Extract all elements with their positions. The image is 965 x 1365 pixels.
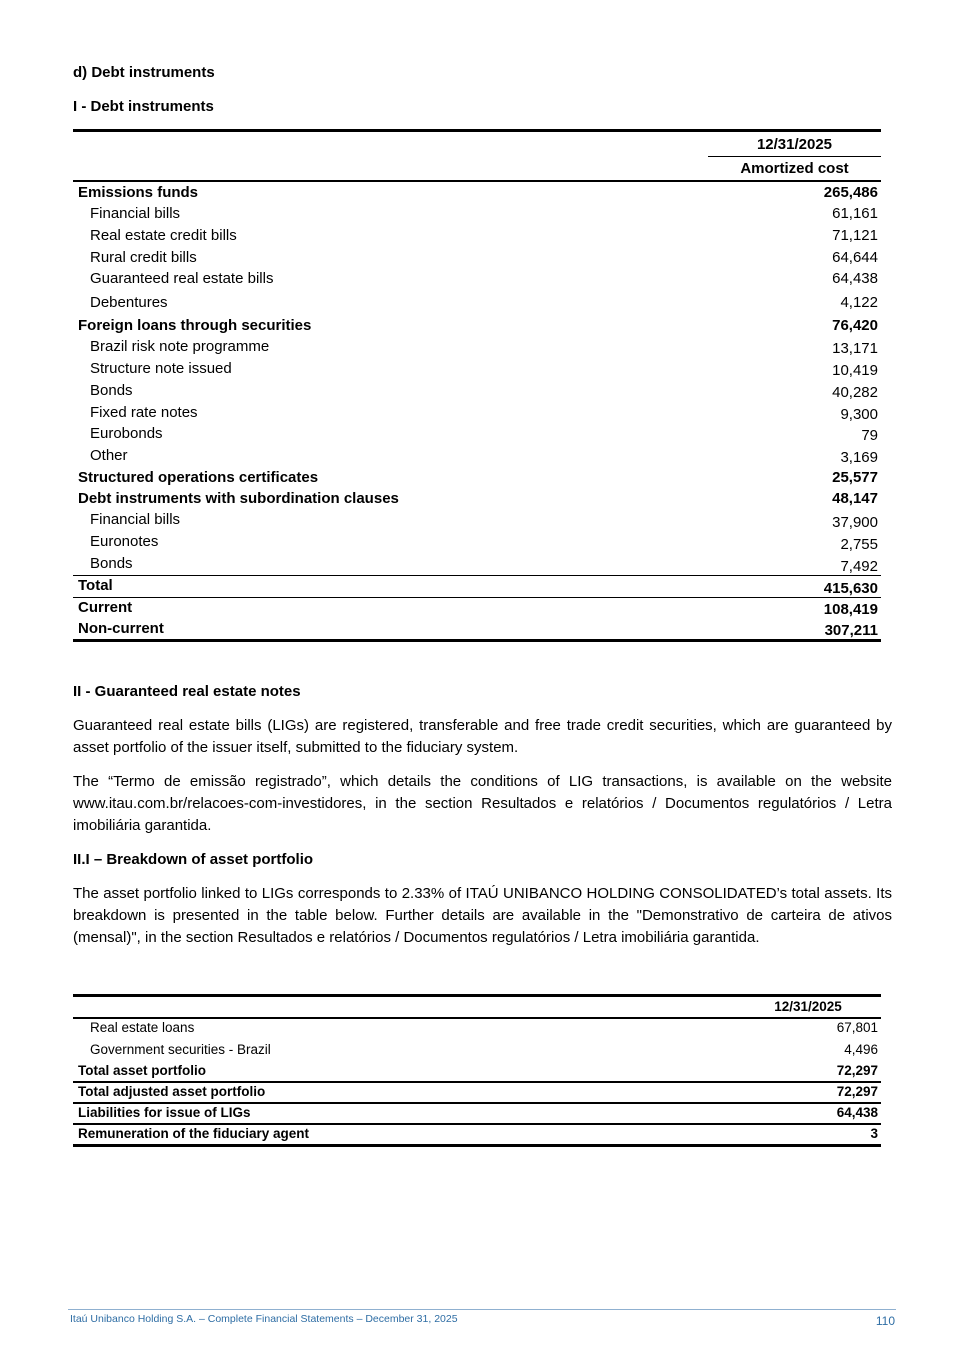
- row-value: 4,496: [844, 1042, 878, 1057]
- table-bottom-rule: [73, 639, 881, 642]
- table-row: [73, 448, 881, 469]
- row-label: Real estate loans: [90, 1020, 195, 1035]
- row-label: Bonds: [90, 555, 133, 572]
- row-label: Structure note issued: [90, 360, 232, 377]
- table-row: [73, 556, 881, 577]
- row-value: 79: [861, 427, 878, 444]
- row-value: 72,297: [836, 1084, 878, 1099]
- row-label: Total adjusted asset portfolio: [78, 1084, 266, 1099]
- row-value: 307,211: [824, 622, 878, 639]
- table-top-rule: [73, 129, 881, 132]
- lig-paragraph-3: The asset portfolio linked to LIGs corresponds to 2.33% of ITAÚ UNIBANCO HOLDING CONSOLIDATED’s total assets. Its breakdown is presented in the table below. Further details are available in the "Demonstrativo de carteira de ativos (mensal)", in the section Resultados e relatórios / Documentos regulatórios / Letra imobiliária garantida.: [73, 885, 892, 946]
- row-value: 40,282: [832, 384, 878, 401]
- table-row: [73, 1020, 881, 1040]
- table-row: [73, 469, 881, 490]
- row-label: Foreign loans through securities: [78, 317, 312, 334]
- row-rule: [73, 1123, 881, 1125]
- lig-paragraph-1: Guaranteed real estate bills (LIGs) are registered, transferable and free trade credit securities, which are guaranteed by asset portfolio of the issuer itself, submitted to the fiduciary system.: [73, 717, 892, 756]
- row-label: Emissions funds: [78, 184, 199, 201]
- row-value: 7,492: [840, 558, 878, 575]
- header-bottom-rule: [73, 180, 881, 182]
- table-row: [73, 490, 881, 511]
- row-value: 9,300: [840, 406, 878, 423]
- row-value: 48,147: [832, 490, 878, 507]
- row-label: Fixed rate notes: [90, 404, 198, 421]
- table-row: [73, 184, 881, 205]
- table-row: [73, 426, 881, 447]
- row-label: Liabilities for issue of LIGs: [78, 1105, 251, 1120]
- table-row: [73, 1042, 881, 1062]
- row-label: Financial bills: [90, 511, 181, 528]
- row-value: 265,486: [823, 184, 878, 201]
- total-top-rule: [73, 575, 881, 576]
- header-bottom-rule: [73, 1017, 881, 1019]
- table-row: [73, 294, 881, 315]
- table-row: [73, 1063, 881, 1083]
- table-row: [73, 534, 881, 555]
- row-label: Bonds: [90, 382, 133, 399]
- row-value: 64,438: [832, 270, 878, 287]
- table-row: [73, 339, 881, 360]
- column-header-amortized-cost: Amortized cost: [740, 160, 849, 177]
- table-row: [73, 405, 881, 426]
- row-label: Debt instruments with subordination clauses: [78, 490, 399, 507]
- table-row: [73, 1126, 881, 1146]
- row-value: 25,577: [832, 469, 878, 486]
- table-row-current: [73, 600, 881, 621]
- row-value: 76,420: [832, 317, 878, 334]
- table-row: [73, 361, 881, 382]
- row-label: Remuneration of the fiduciary agent: [78, 1126, 310, 1141]
- footer-divider: [68, 1309, 896, 1310]
- row-value: 64,644: [832, 249, 878, 266]
- row-label: Real estate credit bills: [90, 227, 237, 244]
- table-row: [73, 205, 881, 226]
- table-row: [73, 1084, 881, 1104]
- section-title: d) Debt instruments: [73, 64, 215, 81]
- row-value: 37,900: [832, 514, 878, 531]
- table-row: [73, 227, 881, 248]
- lig-section-title: II - Guaranteed real estate notes: [73, 683, 301, 700]
- row-value: 72,297: [836, 1063, 878, 1078]
- row-value: 67,801: [836, 1020, 878, 1035]
- row-label: Guaranteed real estate bills: [90, 270, 274, 287]
- row-value: 4,122: [840, 294, 878, 311]
- row-value: 61,161: [832, 205, 878, 222]
- row-value: 64,438: [836, 1105, 878, 1120]
- row-label: Other: [90, 447, 128, 464]
- row-value: 10,419: [832, 362, 878, 379]
- row-label: Current: [78, 599, 133, 616]
- row-value: 13,171: [832, 340, 878, 357]
- row-rule: [73, 1081, 881, 1083]
- row-label: Eurobonds: [90, 425, 163, 442]
- column-header-date: 12/31/2025: [774, 999, 842, 1014]
- row-label: Non-current: [78, 620, 164, 637]
- row-label: Total asset portfolio: [78, 1063, 207, 1078]
- table-top-rule: [73, 994, 881, 997]
- column-header-date: 12/31/2025: [756, 136, 833, 153]
- footer-text: Itaú Unibanco Holding S.A. – Complete Financial Statements – December 31, 2025: [70, 1313, 458, 1325]
- table-row: [73, 383, 881, 404]
- row-label: Rural credit bills: [90, 249, 197, 266]
- lig-paragraph-2: The “Termo de emissão registrado”, which details the conditions of LIG transactions, is available on the website www.itau.com.br/relacoes-com-investidores, in the section Resultados e relatórios / Documentos regulatórios / Letra imobiliária garantida.: [73, 773, 892, 834]
- row-label: Euronotes: [90, 533, 159, 550]
- row-value: 71,121: [832, 227, 878, 244]
- row-rule: [73, 1102, 881, 1104]
- row-value: 108,419: [823, 601, 878, 618]
- row-label: Debentures: [90, 294, 168, 311]
- breakdown-subtitle: II.I – Breakdown of asset portfolio: [73, 851, 314, 868]
- total-bottom-rule: [73, 597, 881, 598]
- row-value: 3: [870, 1126, 878, 1141]
- row-value: 3,169: [840, 449, 878, 466]
- row-value: 415,630: [823, 580, 878, 597]
- column-header-rule: [708, 156, 881, 157]
- table-row: [73, 249, 881, 270]
- row-label: Structured operations certificates: [78, 469, 319, 486]
- table-row: [73, 1105, 881, 1125]
- table-row: [73, 512, 881, 533]
- page-number: 110: [875, 1314, 895, 1328]
- section-subtitle: I - Debt instruments: [73, 98, 214, 115]
- table-bottom-rule: [73, 1144, 881, 1147]
- table-row: [73, 270, 881, 291]
- table-row: [73, 317, 881, 338]
- row-label: Brazil risk note programme: [90, 338, 270, 355]
- row-label: Government securities - Brazil: [90, 1042, 271, 1057]
- row-label: Financial bills: [90, 205, 181, 222]
- row-label: Total: [78, 577, 113, 594]
- row-value: 2,755: [840, 536, 878, 553]
- table-row-total: [73, 578, 881, 599]
